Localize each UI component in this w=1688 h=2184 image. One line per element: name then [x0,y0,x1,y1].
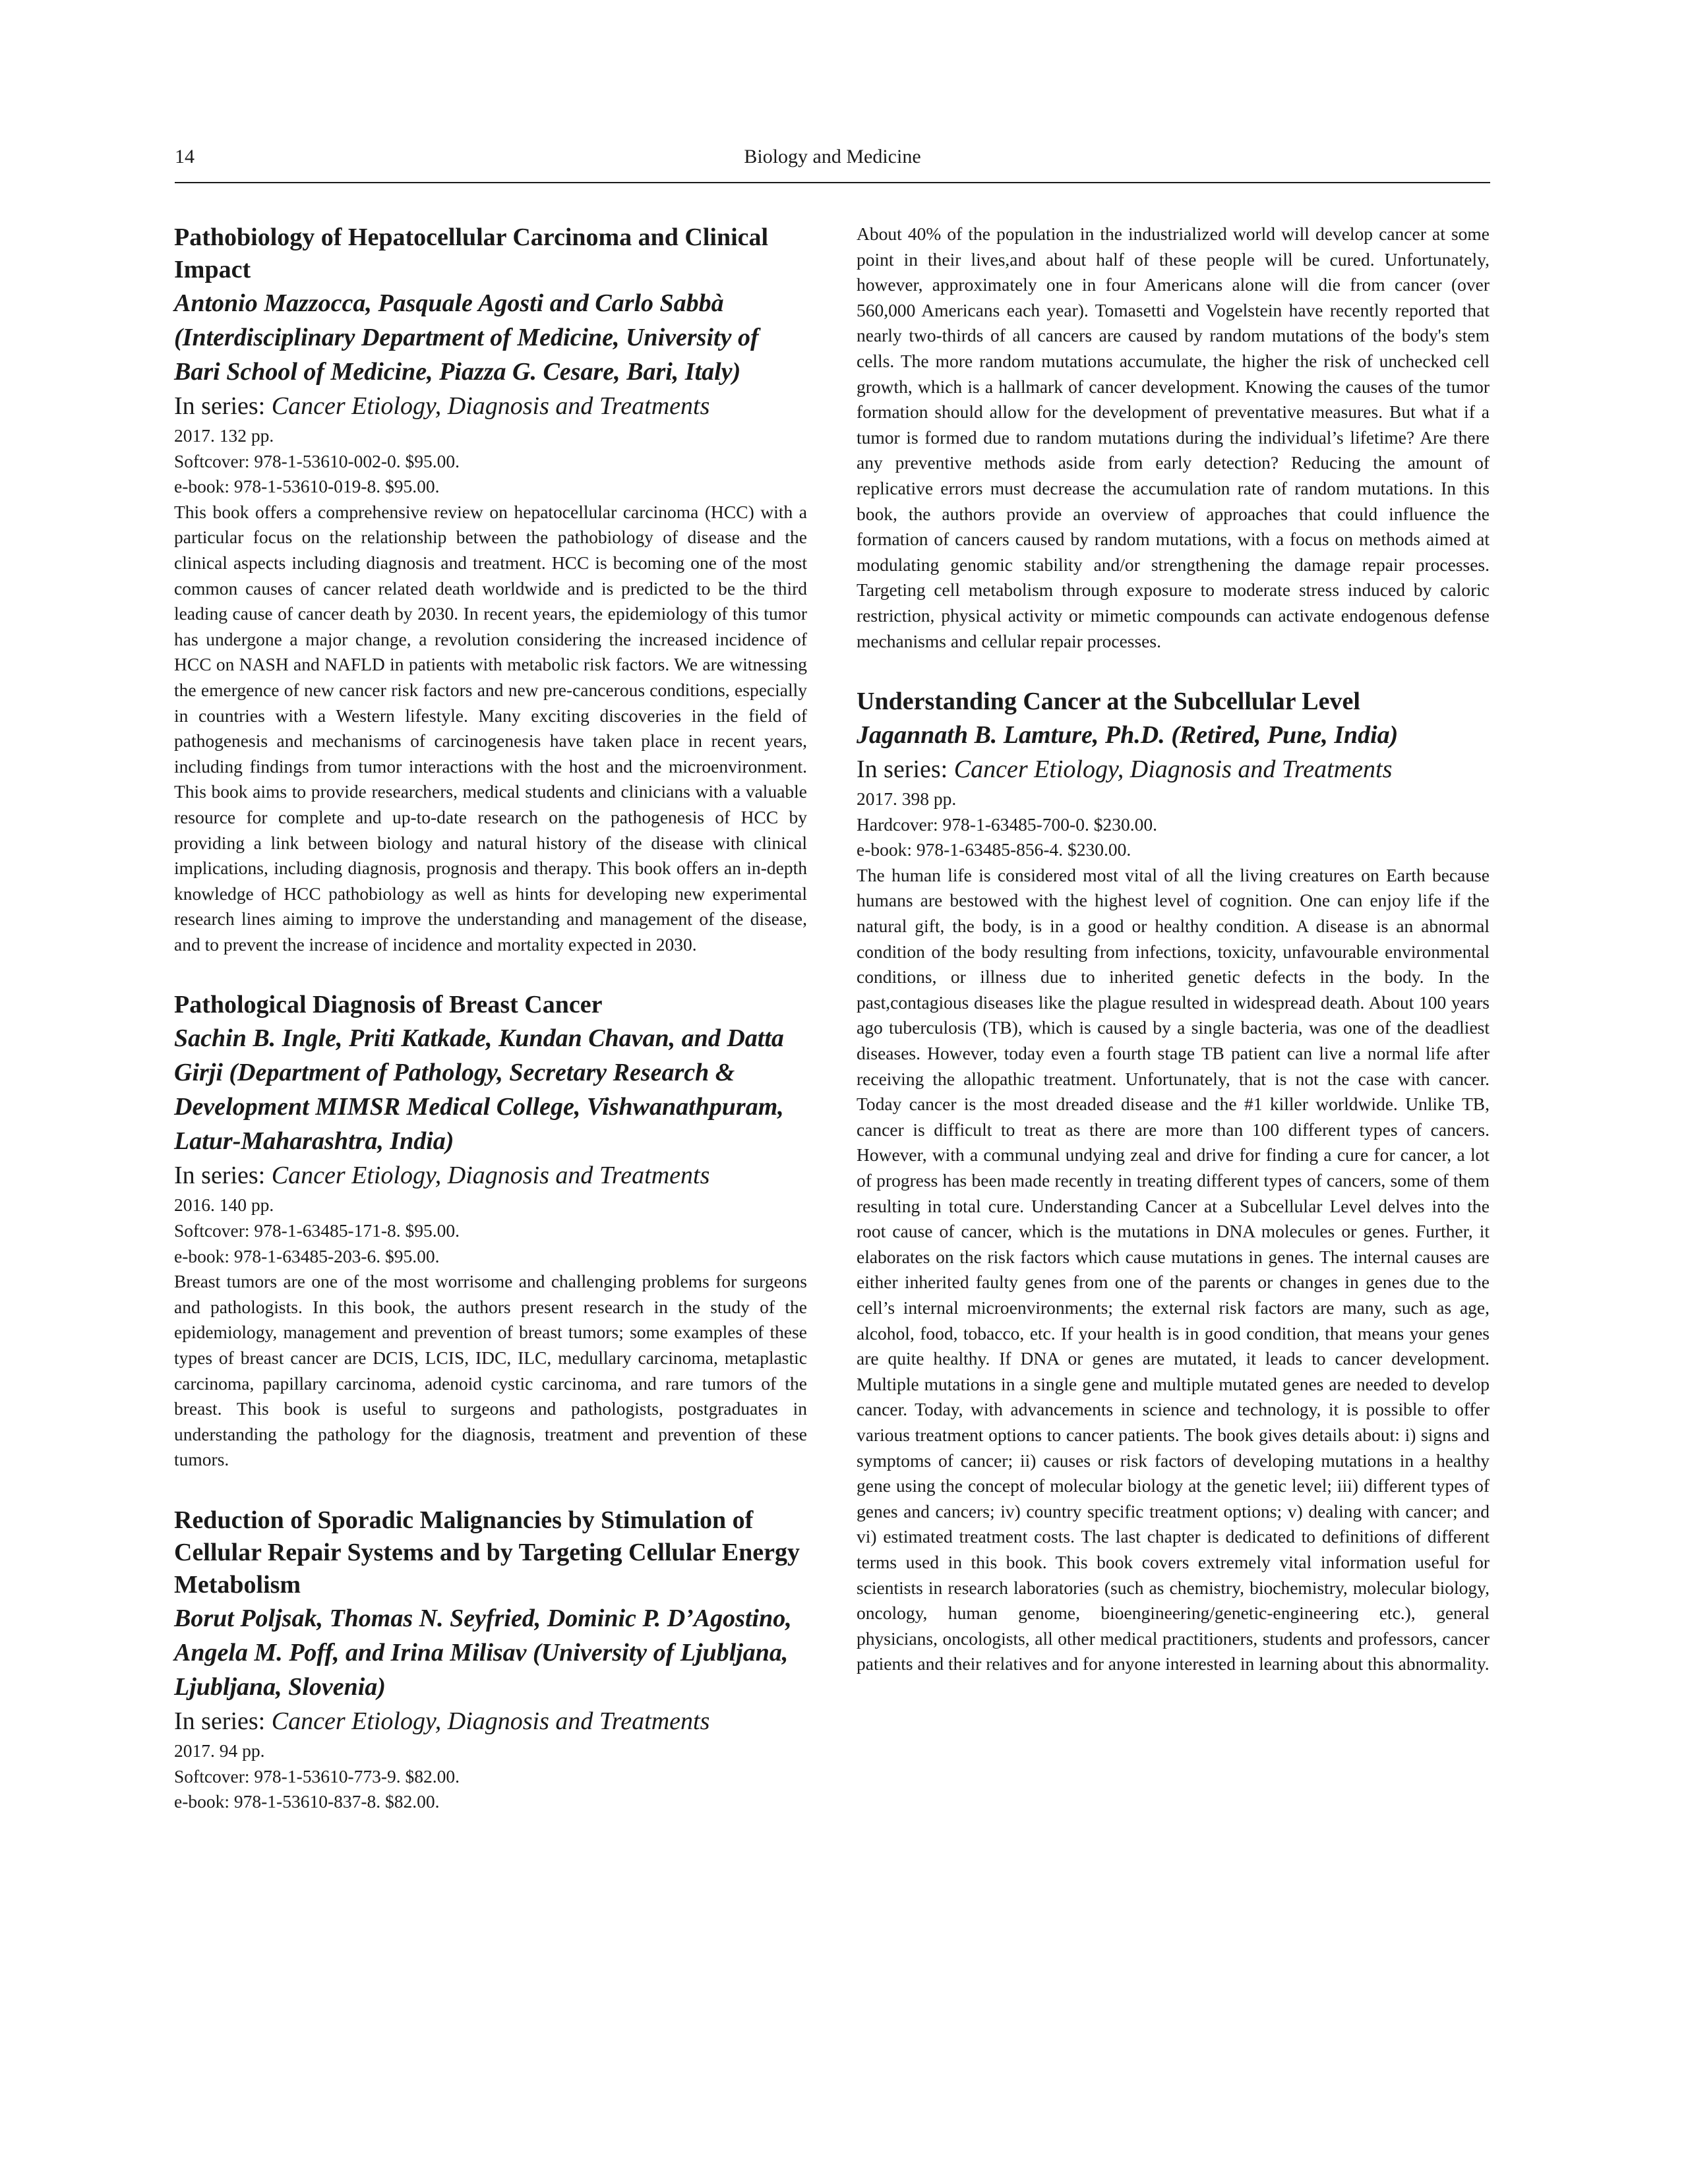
page-number: 14 [175,146,195,167]
book-entry [174,221,807,957]
book-year-pages: 2016. 140 pp. [174,1195,274,1216]
book-title: Understanding Cancer at the Subcellular Level [857,688,1360,716]
running-head: Biology and Medicine [744,146,921,167]
book-format: e-book: 978-1-63485-203-6. $95.00. [174,1245,440,1266]
book-authors: Jagannath B. Lamture, Ph.D. (Retired, Pune, India) [857,721,1399,750]
book-authors: Antonio Mazzocca, Pasquale Agosti and Carlo Sabbà (Interdisciplinary Department of Medicine, University of Bari School of Medicine, Piazza G. Cesare, Bari, Italy) [174,289,759,386]
book-format: e-book: 978-1-53610-837-8. $82.00. [174,1791,440,1812]
right-column [857,221,1490,1709]
book-title: Pathological Diagnosis of Breast Cancer [174,991,603,1019]
series-prefix: In series: [857,755,954,784]
series-prefix: In series: [174,1162,272,1190]
book-format: Softcover: 978-1-63485-171-8. $95.00. [174,1220,460,1241]
book-entry [174,1504,807,1815]
book-authors: Borut Poljsak, Thomas N. Seyfried, Dominic P. D’Agostino, Angela M. Poff, and Irina Milisav (University of Ljubljana, Ljubljana, Slovenia) [174,1605,792,1701]
book-year-pages: 2017. 398 pp. [857,788,957,810]
series-name: Cancer Etiology, Diagnosis and Treatments [271,1707,710,1735]
book-format: e-book: 978-1-63485-856-4. $230.00. [857,839,1131,860]
book-entry [857,686,1490,1677]
book-series [174,1158,807,1193]
book-description: About 40% of the population in the industrialized world will develop cancer at some point in their lives,and about half of these people will be cured. Unfortunately, however, approximately one in four Americans alone will die from cancer (over 560,000 Americans each year). Tomasetti and Vogelstein have recently reported that nearly two-thirds of all cancers are caused by random mutations of the body's stem cells. The more random mutations accumulate, the higher the risk of unchecked cell growth, which is a hallmark of cancer development. Knowing the causes of the tumor formation should allow for the development of preventative measures. But what if a tumor is formed due to random mutations during the individual’s lifetime? Are there any preventive methods aside from early detection? Reducing the amount of replicative errors must decrease the accumulation rate of random mutations. In this book, the authors provide an overview of approaches that could influence the formation of cancers caused by random mutations, with a focus on methods aimed at modulating genomic stability and/or strengthening the damage repair processes. Targeting cell metabolism through exposure to moderate stress induced by caloric restriction, physical activity or mimetic compounds can activate endogenous defense mechanisms and cellular repair processes. [857,223,1490,651]
book-title: Pathobiology of Hepatocellular Carcinoma and Clinical Impact [174,223,769,283]
book-format: Softcover: 978-1-53610-773-9. $82.00. [174,1765,460,1786]
series-name: Cancer Etiology, Diagnosis and Treatments [953,755,1393,784]
book-year-pages: 2017. 94 pp. [174,1740,265,1761]
book-series [174,389,807,423]
book-format: Hardcover: 978-1-63485-700-0. $230.00. [857,813,1157,835]
book-entry-continued [857,221,1490,654]
book-description: This book offers a comprehensive review on hepatocellular carcinoma (HCC) with a particular focus on the relationship between the pathobiology of disease and the clinical aspects including diagnosis and treatment. HCC is becoming one of the most common causes of cancer related death worldwide and is predicted to be the third leading cause of cancer death by 2030. In recent years, the epidemiology of this tumor has undergone a major change, a revolution considering the increased incidence of HCC on NASH and NAFLD in patients with metabolic risk factors. We are witnessing the emergence of new cancer risk factors and new pre-cancerous conditions, especially in countries with a Western lifestyle. Many exciting discoveries in the field of pathogenesis and mechanisms of carcinogenesis have taken place in recent years, including findings from tumor interactions with the host and the microenvironment. This book aims to provide researchers, medical students and clinicians with a valuable resource for complete and up-to-date research on the pathogenesis of HCC by providing a link between biology and natural history of the disease with clinical implications, including diagnosis, prognosis and therapy. This book offers an in-depth knowledge of HCC pathobiology as well as hints for developing new experimental research lines aiming to improve the understanding and management of the disease, and to prevent the increase of incidence and mortality expected in 2030. [174,501,807,955]
page-header [175,142,1490,183]
book-description: Breast tumors are one of the most worrisome and challenging problems for surgeons and pathologists. In this book, the authors present research in the study of the epidemiology, management and prevention of breast tumors; some examples of these types of breast cancer are DCIS, LCIS, IDC, ILC, medullary carcinoma, metaplastic carcinoma, papillary carcinoma, adenoid cystic carcinoma, and rare tumors of the breast. This book is useful to surgeons and pathologists, postgraduates in understanding the pathology for the diagnosis, treatment and prevention of these tumors. [174,1271,807,1470]
book-title: Reduction of Sporadic Malignancies by Stimulation of Cellular Repair Systems and by Targeting Cellular Energy Metabolism [174,1506,800,1599]
series-prefix: In series: [174,392,272,420]
series-name: Cancer Etiology, Diagnosis and Treatments [271,1162,710,1190]
book-year-pages: 2017. 132 pp. [174,425,274,446]
book-description: The human life is considered most vital of all the living creatures on Earth because humans are bestowed with the highest level of cognition. One can enjoy life if the natural gift, the body, is in a good or healthy condition. A disease is an abnormal condition of the body resulting from infections, toxicity, unfavourable environmental conditions, or illness due to inherited genetic defects in the body. In the past,contagious diseases like the plague resulted in widespread death. About 100 years ago tuberculosis (TB), which is caused by a single bacteria, was one of the deadliest diseases. However, today even a fourth stage TB patient can live a normal life after receiving the allopathic treatment. Unfortunately, that is not the case with cancer. Today cancer is the most dreaded disease and the #1 killer worldwide. Unlike TB, cancer is difficult to treat as there are more than 100 different types of cancers. However, with a communal undying zeal and drive for finding a cure for cancer, a lot of progress has been made recently in treating different types of cancers, some of them resulting in total cure. Understanding Cancer at a Subcellular Level delves into the root cause of cancer, which is the mutations in DNA molecules or genes. Further, it elaborates on the risk factors which cause mutations in genes. The internal causes are either inherited faulty genes from one of the parents or changes in genes due to the cell’s internal microenvironments; the external risk factors are many, such as age, alcohol, food, tobacco, etc. If your health is in good condition, that means your genes are quite healthy. If DNA or genes are mutated, it leads to cancer development. Multiple mutations in a single gene and multiple mutated genes are needed to develop cancer. Today, with advancements in science and technology, it is possible to offer various treatment options to cancer patients. The book gives details about: i) signs and symptoms of cancer; ii) causes or risk factors of developing mutations in a healthy gene using the concept of molecular biology at the genetic level; iii) different types of genes and cancers; iv) country specific treatment options; v) dealing with cancer; and vi) estimated treatment costs. The last chapter is dedicated to definitions of different terms used in this book. This book covers extremely vital information useful for scientists in research laboratories (such as chemistry, biochemistry, molecular biology, oncology, human genome, bioengineering/genetic-engineering etc.), general physicians, oncologists, all other medical practitioners, students and professors, cancer patients and their relatives and for anyone interested in learning about this abnormality. [857,864,1490,1674]
book-series [174,1704,807,1738]
series-name: Cancer Etiology, Diagnosis and Treatments [271,392,710,420]
series-prefix: In series: [174,1707,272,1735]
book-series [857,752,1490,786]
left-column [174,221,807,1846]
book-format: Softcover: 978-1-53610-002-0. $95.00. [174,450,460,471]
book-entry [174,989,807,1473]
book-format: e-book: 978-1-53610-019-8. $95.00. [174,476,440,497]
book-authors: Sachin B. Ingle, Priti Katkade, Kundan Chavan, and Datta Girji (Department of Pathology, Secretary Research & Development MIMSR Medical College, Vishwanathpuram, Latur-Maharashtra, India) [174,1024,784,1156]
